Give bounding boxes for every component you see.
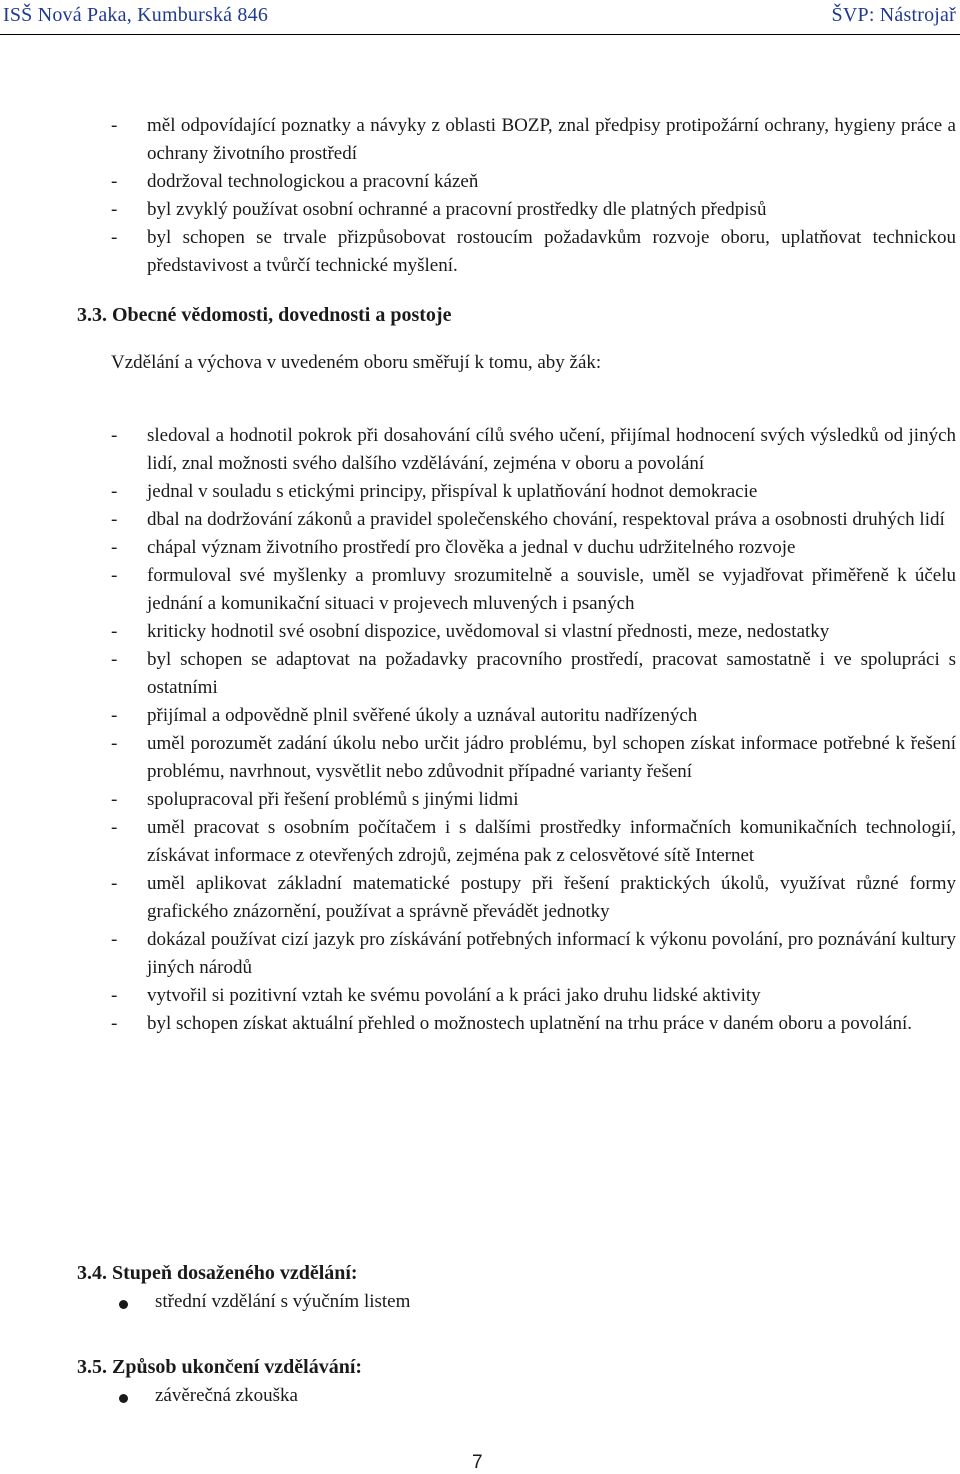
list-dash: -: [111, 115, 118, 136]
list-dash: -: [111, 565, 118, 586]
list-item-text: uměl porozumět zadání úkolu nebo určit jádro problému, byl schopen získat informace potřebné k řešení problému, navrhnout, vysvětlit nebo zdůvodnit případné varianty řešení: [147, 733, 956, 782]
page-number: 7: [472, 1452, 483, 1473]
list-dash: -: [111, 537, 118, 558]
list-item: [0, 730, 960, 786]
list-dash: -: [111, 929, 118, 950]
list-item: [0, 926, 960, 982]
list-dash: -: [111, 873, 118, 894]
list-item-text: přijímal a odpovědně plnil svěřené úkoly a uznával autoritu nadřízených: [147, 705, 698, 726]
list-dash: -: [111, 481, 118, 502]
list-item: [0, 168, 960, 196]
list-dash: -: [111, 509, 118, 530]
list-item: [0, 982, 960, 1010]
list-item: [0, 646, 960, 702]
list-item: [0, 112, 960, 168]
list-item: [0, 422, 960, 478]
list-dash: -: [111, 789, 118, 810]
list-item: [0, 786, 960, 814]
list-item-text: jednal v souladu s etickými principy, přispíval k uplatňování hodnot demokracie: [147, 481, 758, 502]
list-item-text: byl zvyklý používat osobní ochranné a pracovní prostředky dle platných předpisů: [147, 199, 767, 220]
list-dash: -: [111, 621, 118, 642]
list-item: [0, 814, 960, 870]
section-heading-3-3: 3.3. Obecné vědomosti, dovednosti a postoje: [77, 304, 452, 326]
list-item-text: sledoval a hodnotil pokrok při dosahování cílů svého učení, přijímal hodnocení svých výsledků od jiných lidí, znal možnosti svého dalšího vzdělávání, zejména v oboru a povolání: [147, 425, 956, 474]
bullet-dot-icon: [119, 1394, 128, 1403]
list-item-text: měl odpovídající poznatky a návyky z oblasti BOZP, znal předpisy protipožární ochrany, hygieny práce a ochrany životního prostředí: [147, 115, 956, 164]
list-item: [0, 870, 960, 926]
list-item-text: dokázal používat cizí jazyk pro získávání potřebných informací k výkonu povolání, pro poznávání kultury jiných národů: [147, 929, 956, 978]
list-item-text: dodržoval technologickou a pracovní kázeň: [147, 171, 479, 192]
list-dash: -: [111, 985, 118, 1006]
header-school-name: ISŠ Nová Paka, Kumburská 846: [3, 4, 269, 26]
list-item-text: byl schopen se adaptovat na požadavky pracovního prostředí, pracovat samostatně i ve spolupráci s ostatními: [147, 649, 956, 698]
list-dash: -: [111, 1013, 118, 1034]
list-item-text: uměl aplikovat základní matematické postupy při řešení praktických úkolů, využívat různé formy grafického znázornění, používat a správně převádět jednotky: [147, 873, 956, 922]
list-item: [0, 618, 960, 646]
bullet-item-text: střední vzdělání s výučním listem: [155, 1291, 411, 1312]
list-item-text: formuloval své myšlenky a promluvy srozumitelně a souvisle, uměl se vyjadřovat přiměřeně k účelu jednání a komunikační situaci v projevech mluvených i psaných: [147, 565, 956, 614]
list-dash: -: [111, 425, 118, 446]
list-dash: -: [111, 171, 118, 192]
list-item-text: chápal význam životního prostředí pro člověka a jednal v duchu udržitelného rozvoje: [147, 537, 796, 558]
list-item-text: vytvořil si pozitivní vztah ke svému povolání a k práci jako druhu lidské aktivity: [147, 985, 761, 1006]
header-program-name: ŠVP: Nástrojař: [831, 4, 956, 26]
section-heading-3-5: 3.5. Způsob ukončení vzdělávání:: [77, 1356, 363, 1378]
list-item: [0, 196, 960, 224]
section-heading-3-4: 3.4. Stupeň dosaženého vzdělání:: [77, 1262, 358, 1284]
list-item: [0, 534, 960, 562]
list-item: [0, 562, 960, 618]
list-dash: -: [111, 733, 118, 754]
list-item-text: byl schopen se trvale přizpůsobovat rostoucím požadavkům rozvoje oboru, uplatňovat technickou představivost a tvůrčí technické myšlení.: [147, 227, 956, 276]
list-item-text: dbal na dodržování zákonů a pravidel společenského chování, respektoval práva a osobnosti druhých lidí: [147, 509, 945, 530]
list-dash: -: [111, 649, 118, 670]
list-item: [0, 478, 960, 506]
list-dash: -: [111, 817, 118, 838]
bullet-dot-icon: [119, 1300, 128, 1309]
list-item: [0, 224, 960, 280]
list-item-text: spolupracoval při řešení problémů s jinými lidmi: [147, 789, 519, 810]
list-dash: -: [111, 227, 118, 248]
list-item: [0, 1010, 960, 1038]
list-dash: -: [111, 705, 118, 726]
list-dash: -: [111, 199, 118, 220]
list-item: [0, 702, 960, 730]
competence-list: [0, 422, 960, 1038]
list-item-text: uměl pracovat s osobním počítačem i s dalšími prostředky informačních komunikačních technologií, získávat informace z otevřených zdrojů, zejména pak z celosvětové sítě Internet: [147, 817, 956, 866]
page-header: [0, 0, 960, 35]
top-list: [0, 112, 960, 280]
list-item-text: byl schopen získat aktuální přehled o možnostech uplatnění na trhu práce v daném oboru a povolání.: [147, 1013, 913, 1034]
list-item: [0, 506, 960, 534]
bullet-item-text: závěrečná zkouška: [155, 1385, 298, 1406]
section-intro: Vzdělání a výchova v uvedeném oboru směřují k tomu, aby žák:: [111, 352, 602, 373]
list-item-text: kriticky hodnotil své osobní dispozice, uvědomoval si vlastní přednosti, meze, nedostatky: [147, 621, 830, 642]
